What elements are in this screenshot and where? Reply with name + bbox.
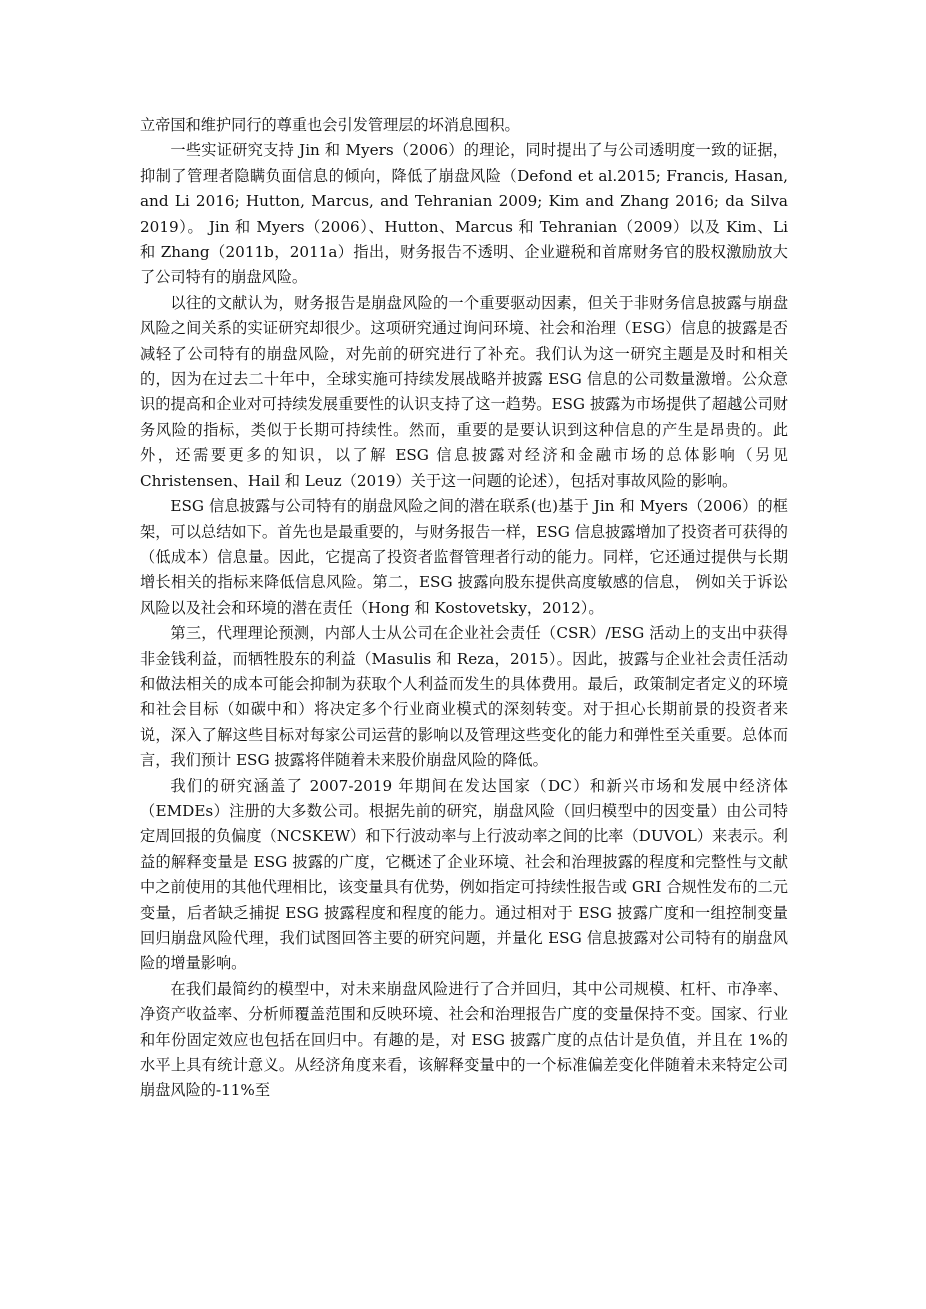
paragraph-1: 立帝国和维护同行的尊重也会引发管理层的坏消息囤积。 xyxy=(140,116,520,134)
paragraph-4: ESG 信息披露与公司特有的崩盘风险之间的潜在联系(也)基于 Jin 和 Myers（2006）的框架，可以总结如下。首先也是最重要的，与财务报告一样，ESG 信息披露增加了投资者可获得的（低成本）信息量。因此，它提高了投资者监督管理者行动的能力。同样，它还通过提供与长期增长相关的指标来降低信息风险。第二，ESG 披露向股东提供高度敏感的信息， 例如关于诉讼风险以及社会和环境的潜在责任（Hong 和 Kostovetsky，2012）。 xyxy=(140,497,788,617)
paragraph-6: 我们的研究涵盖了 2007-2019 年期间在发达国家（DC）和新兴市场和发展中经济体（EMDEs）注册的大多数公司。根据先前的研究，崩盘风险（回归模型中的因变量）由公司特定周回报的负偏度（NCSKEW）和下行波动率与上行波动率之间的比率（DUVOL）来表示。利益的解释变量是 ESG 披露的广度，它概述了企业环境、社会和治理披露的程度和完整性与文献中之前使用的其他代理相比，该变量具有优势，例如指定可持续性报告或 GRI 合规性发布的二元变量，后者缺乏捕捉 ESG 披露程度和程度的能力。通过相对于 ESG 披露广度和一组控制变量回归崩盘风险代理，我们试图回答主要的研究问题，并量化 ESG 信息披露对公司特有的崩盘风险的增量影响。 xyxy=(140,776,788,973)
body-text xyxy=(140,113,788,1104)
paragraph-2: 一些实证研究支持 Jin 和 Myers（2006）的理论，同时提出了与公司透明度一致的证据，抑制了管理者隐瞒负面信息的倾向，降低了崩盘风险（Defond et al.2015; Francis, Hasan, and Li 2016; Hutton, Marcus, and Tehranian 2009; Kim and Zhang 2016; da Silva 2019）。 Jin 和 Myers（2006）、Hutton、Marcus 和 Tehranian（2009）以及 Kim、Li 和 Zhang（2011b，2011a）指出，财务报告不透明、企业避税和首席财务官的股权激励放大了公司特有的崩盘风险。 xyxy=(140,141,788,287)
paragraph-7: 在我们最简约的模型中，对未来崩盘风险进行了合并回归，其中公司规模、杠杆、市净率、净资产收益率、分析师覆盖范围和反映环境、社会和治理报告广度的变量保持不变。国家、行业和年份固定效应也包括在回归中。有趣的是，对 ESG 披露广度的点估计是负值，并且在 1%的水平上具有统计意义。从经济角度来看，该解释变量中的一个标准偏差变化伴随着未来特定公司崩盘风险的-11%至 xyxy=(140,979,788,1100)
paragraph-5: 第三，代理理论预测，内部人士从公司在企业社会责任（CSR）/ESG 活动上的支出中获得非金钱利益，而牺牲股东的利益（Masulis 和 Reza，2015）。因此，披露与企业社会责任活动和做法相关的成本可能会抑制为获取个人利益而发生的具体费用。最后，政策制定者定义的环境和社会目标（如碳中和）将决定多个行业商业模式的深刻转变。对于担心长期前景的投资者来说，深入了解这些目标对每家公司运营的影响以及管理这些变化的能力和弹性至关重要。总体而言，我们预计 ESG 披露将伴随着未来股价崩盘风险的降低。 xyxy=(140,624,788,770)
paragraph-3: 以往的文献认为，财务报告是崩盘风险的一个重要驱动因素，但关于非财务信息披露与崩盘风险之间关系的实证研究却很少。这项研究通过询问环境、社会和治理（ESG）信息的披露是否减轻了公司特有的崩盘风险，对先前的研究进行了补充。我们认为这一研究主题是及时和相关的，因为在过去二十年中，全球实施可持续发展战略并披露 ESG 信息的公司数量激增。公众意识的提高和企业对可持续发展重要性的认识支持了这一趋势。ESG 披露为市场提供了超越公司财务风险的指标，类似于长期可持续性。然而，重要的是要认识到这种信息的产生是昂贵的。此外，还需要更多的知识，以了解 ESG 信息披露对经济和金融市场的总体影响（另见 Christensen、Hail 和 Leuz（2019）关于这一问题的论述），包括对事故风险的影响。 xyxy=(140,293,788,490)
